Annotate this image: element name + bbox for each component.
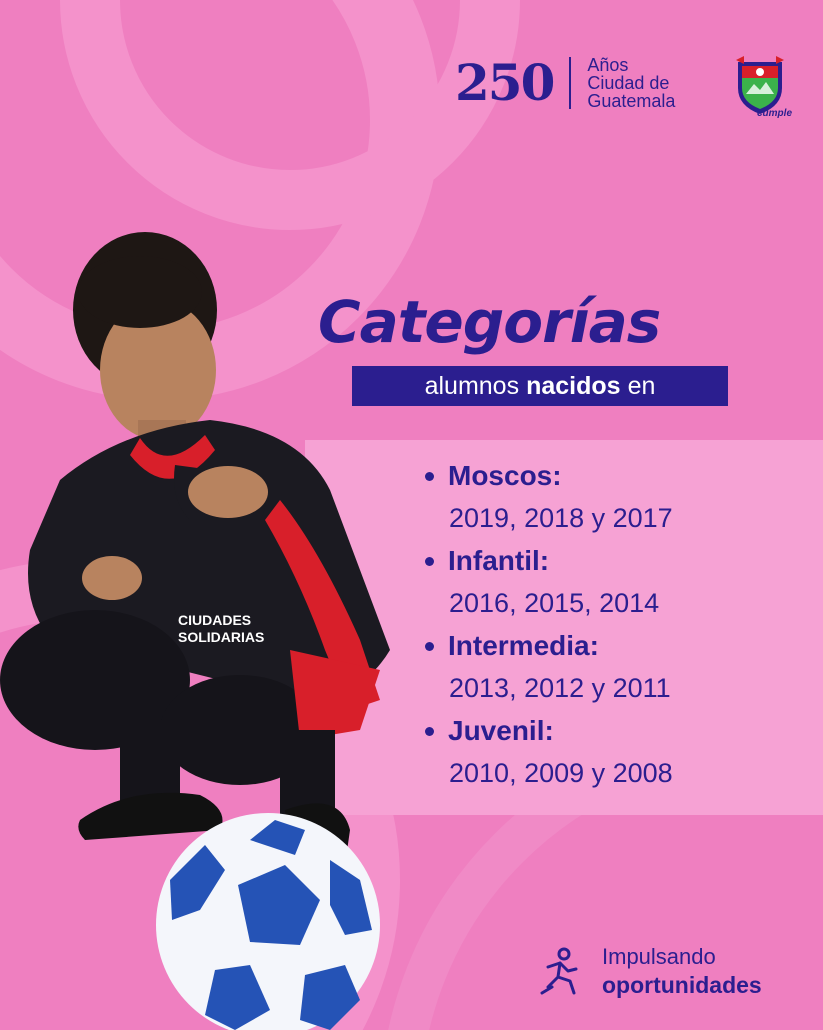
footer-text <box>602 943 762 999</box>
anniversary-logo <box>455 53 676 112</box>
player-shoe <box>78 793 222 840</box>
logo-line-1: Años <box>587 55 629 75</box>
category-name: Intermedia: <box>448 630 599 661</box>
logo-divider <box>569 57 571 109</box>
logo-number: 250 <box>455 53 554 112</box>
footer-line-1: Impulsando <box>602 944 716 969</box>
running-person-icon <box>540 947 584 995</box>
category-item <box>425 545 659 619</box>
category-item <box>425 630 671 704</box>
category-years: 2019, 2018 y 2017 <box>449 503 673 533</box>
subtitle-part-3: en <box>627 371 656 400</box>
page-title: Categorías <box>318 288 661 356</box>
footer-tagline <box>540 943 762 999</box>
player-photo <box>0 230 410 1030</box>
bullet-icon <box>425 472 434 481</box>
category-name: Juvenil: <box>448 715 554 746</box>
footer-line-2: oportunidades <box>602 972 762 998</box>
subtitle-part-1: alumnos <box>424 371 520 400</box>
bullet-icon <box>425 557 434 566</box>
logo-line-2: Ciudad de <box>587 73 670 93</box>
bullet-icon <box>425 727 434 736</box>
crest-text: cumple <box>757 108 793 119</box>
category-item <box>425 460 673 534</box>
category-name: Infantil: <box>448 545 550 576</box>
category-item <box>425 715 673 789</box>
pointing-hand <box>188 466 268 518</box>
logo-text <box>587 56 675 110</box>
bullet-icon <box>425 642 434 651</box>
category-years: 2013, 2012 y 2011 <box>449 673 671 703</box>
subtitle-part-2: nacidos <box>526 371 621 400</box>
svg-text:CIUDADES: CIUDADES <box>178 612 252 628</box>
category-years: 2016, 2015, 2014 <box>449 588 660 618</box>
category-years: 2010, 2009 y 2008 <box>449 758 673 788</box>
logo-line-3: Guatemala <box>587 91 676 111</box>
category-name: Moscos: <box>448 460 562 491</box>
svg-text:SOLIDARIAS: SOLIDARIAS <box>178 629 265 645</box>
